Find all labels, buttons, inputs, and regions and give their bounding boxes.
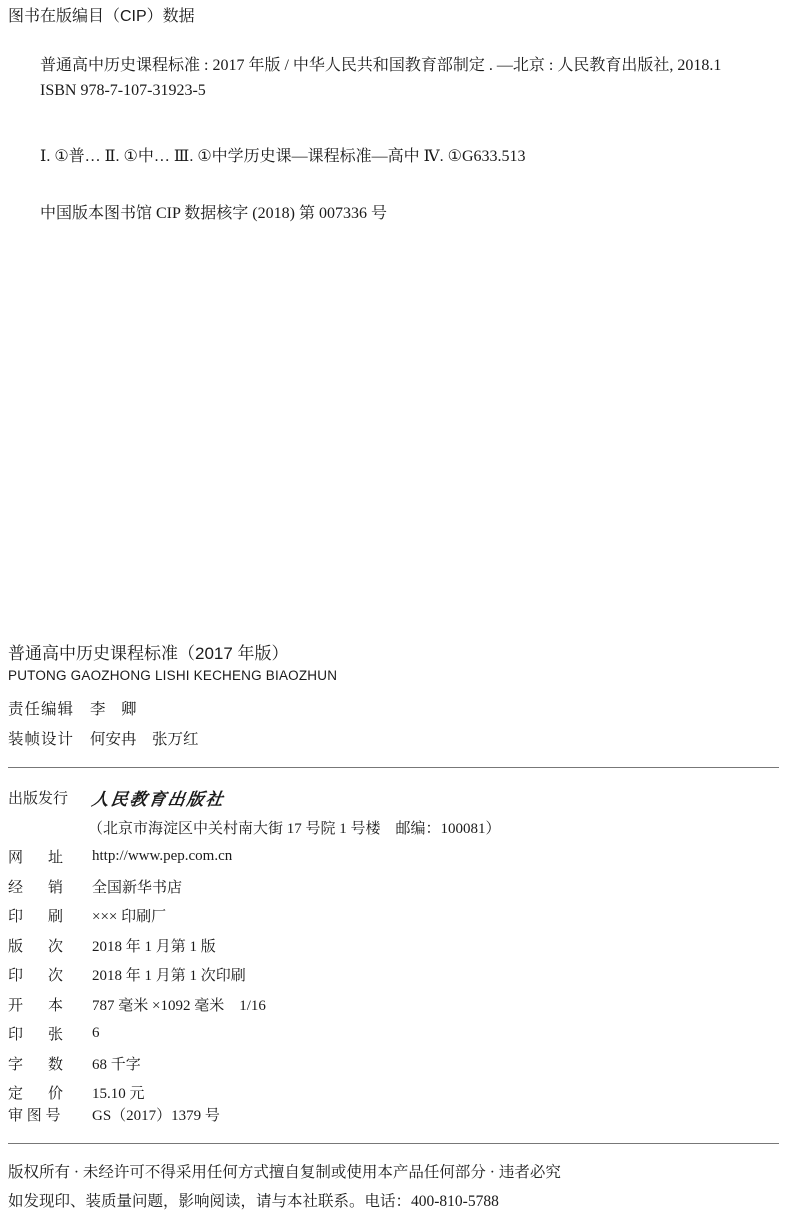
review-number-value: GS（2017）1379 号 <box>92 1108 220 1124</box>
cip-record-number: 中国版本图书馆 CIP 数据核字 (2018) 第 007336 号 <box>40 205 387 222</box>
divider-bottom <box>8 1143 779 1144</box>
review-number-row <box>8 1104 220 1125</box>
detail-value: ××× 印刷厂 <box>92 909 167 925</box>
cip-isbn: ISBN 978-7-107-31923-5 <box>40 82 206 99</box>
detail-value: 15.10 元 <box>92 1086 145 1102</box>
publisher-label: 出版发行 <box>8 791 69 807</box>
detail-value: 全国新华书店 <box>92 879 183 896</box>
detail-label-char: 网 <box>8 850 24 866</box>
detail-label <box>8 994 63 1015</box>
detail-value: 787 毫米 ×1092 毫米 1/16 <box>92 997 266 1014</box>
detail-label <box>8 1023 63 1044</box>
detail-label <box>8 876 63 897</box>
detail-label <box>8 964 63 985</box>
detail-value: 68 千字 <box>92 1056 141 1073</box>
detail-row <box>8 846 232 867</box>
detail-label-char: 字 <box>8 1056 24 1073</box>
detail-label <box>8 935 63 956</box>
credit-label: 责任编辑 <box>8 701 75 718</box>
detail-label-char: 印 <box>8 968 24 984</box>
detail-row <box>8 1082 145 1103</box>
cip-classification: Ⅰ. ①普… Ⅱ. ①中… Ⅲ. ①中学历史课—课程标准—高中 Ⅳ. ①G633.513 <box>40 148 526 165</box>
detail-value: 2018 年 1 月第 1 次印刷 <box>92 968 246 984</box>
book-pinyin-title: PUTONG GAOZHONG LISHI KECHENG BIAOZHUN <box>8 668 338 683</box>
detail-row <box>8 994 266 1015</box>
detail-label <box>8 905 63 926</box>
detail-label-char: 次 <box>47 938 63 955</box>
detail-label-char: 印 <box>8 909 24 925</box>
detail-value: http://www.pep.com.cn <box>92 848 233 864</box>
publisher-logo: 人民教育出版社 <box>90 790 227 810</box>
detail-row <box>8 935 216 956</box>
detail-label-char: 数 <box>47 1056 63 1073</box>
detail-label <box>8 1053 63 1074</box>
detail-label-char: 本 <box>47 997 63 1014</box>
detail-label-char: 址 <box>47 850 63 866</box>
detail-row <box>8 1023 100 1044</box>
credit-editor <box>8 697 137 719</box>
detail-label-char: 价 <box>47 1086 63 1102</box>
cip-title-line: 普通高中历史课程标准 : 2017 年版 / 中华人民共和国教育部制定 . —北京 : 人民教育出版社, 2018.1 <box>40 57 722 74</box>
detail-label-char: 定 <box>8 1086 24 1102</box>
credit-designer <box>8 727 199 749</box>
detail-label-char: 次 <box>47 968 63 984</box>
publisher-address: （北京市海淀区中关村南大街 17 号院 1 号楼 邮编：100081） <box>88 821 501 837</box>
credit-value: 何安冉 张万红 <box>90 731 199 748</box>
detail-label-char: 开 <box>8 997 24 1014</box>
detail-label <box>8 1082 63 1103</box>
detail-label-char: 经 <box>8 879 24 896</box>
detail-label-char: 刷 <box>47 909 63 925</box>
detail-label <box>8 846 63 867</box>
copyright-notice: 版权所有 · 未经许可不得采用任何方式擅自复制或使用本产品任何部分 · 违者必究 <box>8 1164 561 1181</box>
review-number-label: 审 图 号 <box>8 1108 61 1124</box>
detail-label-char: 销 <box>47 879 63 896</box>
detail-label-char: 张 <box>47 1027 63 1043</box>
book-title: 普通高中历史课程标准（2017 年版） <box>8 644 289 663</box>
detail-value: 6 <box>92 1025 100 1041</box>
cip-heading: 图书在版编目（CIP）数据 <box>8 8 195 25</box>
detail-row <box>8 905 166 926</box>
divider-top <box>8 767 779 768</box>
detail-label-char: 印 <box>8 1027 24 1043</box>
quality-contact-notice: 如发现印、装质量问题，影响阅读，请与本社联系。电话：400-810-5788 <box>8 1193 499 1210</box>
detail-label-char: 版 <box>8 938 24 955</box>
publisher-row <box>8 785 225 810</box>
detail-row <box>8 876 182 897</box>
detail-row <box>8 964 246 985</box>
credit-value: 李 卿 <box>90 701 137 718</box>
detail-value: 2018 年 1 月第 1 版 <box>92 938 216 955</box>
detail-row <box>8 1053 141 1074</box>
credit-label: 装帧设计 <box>8 731 75 748</box>
